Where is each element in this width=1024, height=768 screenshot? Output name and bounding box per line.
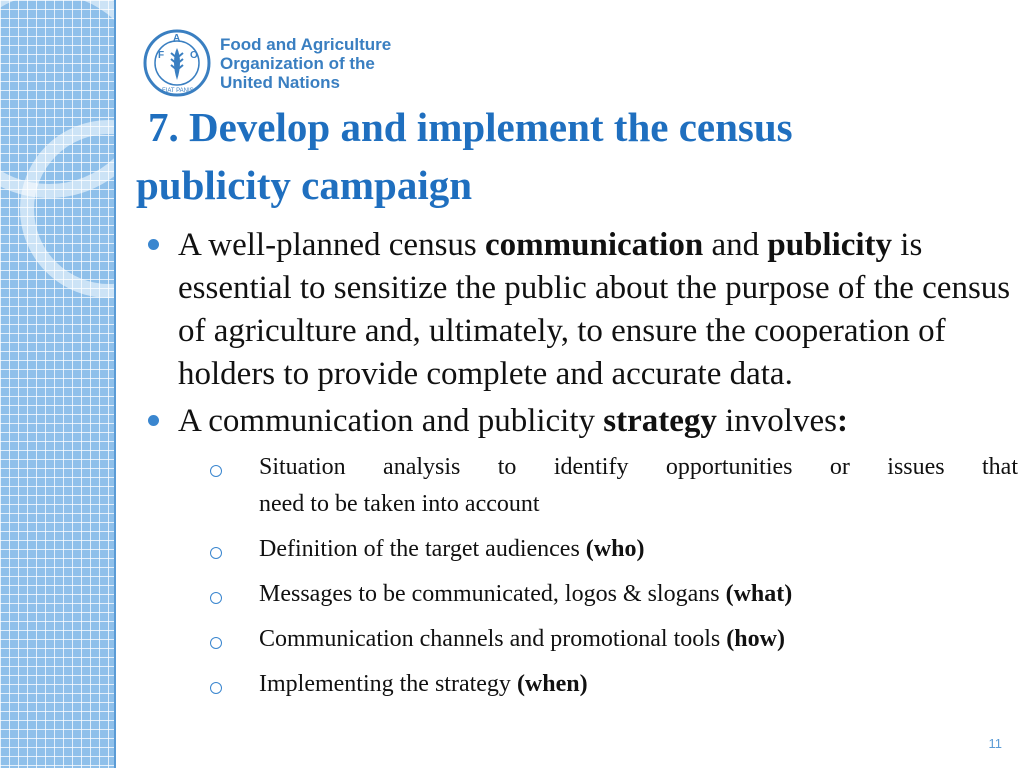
bullet-item: A well-planned census communication and publicity is essential to sensitize the public about the purpose of the census of agriculture and, ultimately, to ensure the cooperation of holders to provide complete and accurate data. (148, 224, 1018, 396)
circle-bullet-icon (210, 682, 222, 694)
svg-text:O: O (190, 50, 198, 61)
circle-bullet-icon (210, 592, 222, 604)
title-line1: 7. Develop and implement the census (148, 104, 793, 150)
fao-emblem-icon (142, 28, 212, 98)
slide-title (136, 98, 996, 214)
svg-text:F: F (158, 50, 165, 61)
bullet-dot-icon (148, 415, 159, 426)
svg-text:A: A (173, 33, 181, 44)
organization-name (220, 35, 391, 92)
sub-list (148, 449, 1018, 703)
bullet-dot-icon (148, 239, 159, 250)
circle-bullet-icon (210, 637, 222, 649)
sub-item: Messages to be communicated, logos & slogans (what) (148, 576, 1018, 613)
sub-item: Implementing the strategy (when) (148, 666, 1018, 703)
circle-bullet-icon (210, 465, 222, 477)
band-divider (114, 0, 116, 768)
sub-item: Situation analysis to identify opportunities or issues that need to be taken into account (148, 449, 1018, 523)
org-name-line2: Organization of the (220, 53, 375, 73)
sub-item: Communication channels and promotional tools (how) (148, 621, 1018, 658)
bullet-item: A communication and publicity strategy involves: (148, 400, 1018, 443)
decorative-side-band (0, 0, 114, 768)
fao-logo (142, 28, 391, 98)
slide-body (148, 224, 1018, 711)
circle-bullet-icon (210, 547, 222, 559)
title-line2: publicity campaign (136, 162, 473, 208)
svg-text:FIAT PANIS: FIAT PANIS (162, 88, 194, 94)
org-name-line1: Food and Agriculture (220, 34, 392, 54)
sub-item: Definition of the target audiences (who) (148, 531, 1018, 568)
org-name-line3: United Nations (220, 72, 340, 92)
page-number: 11 (988, 736, 1002, 751)
